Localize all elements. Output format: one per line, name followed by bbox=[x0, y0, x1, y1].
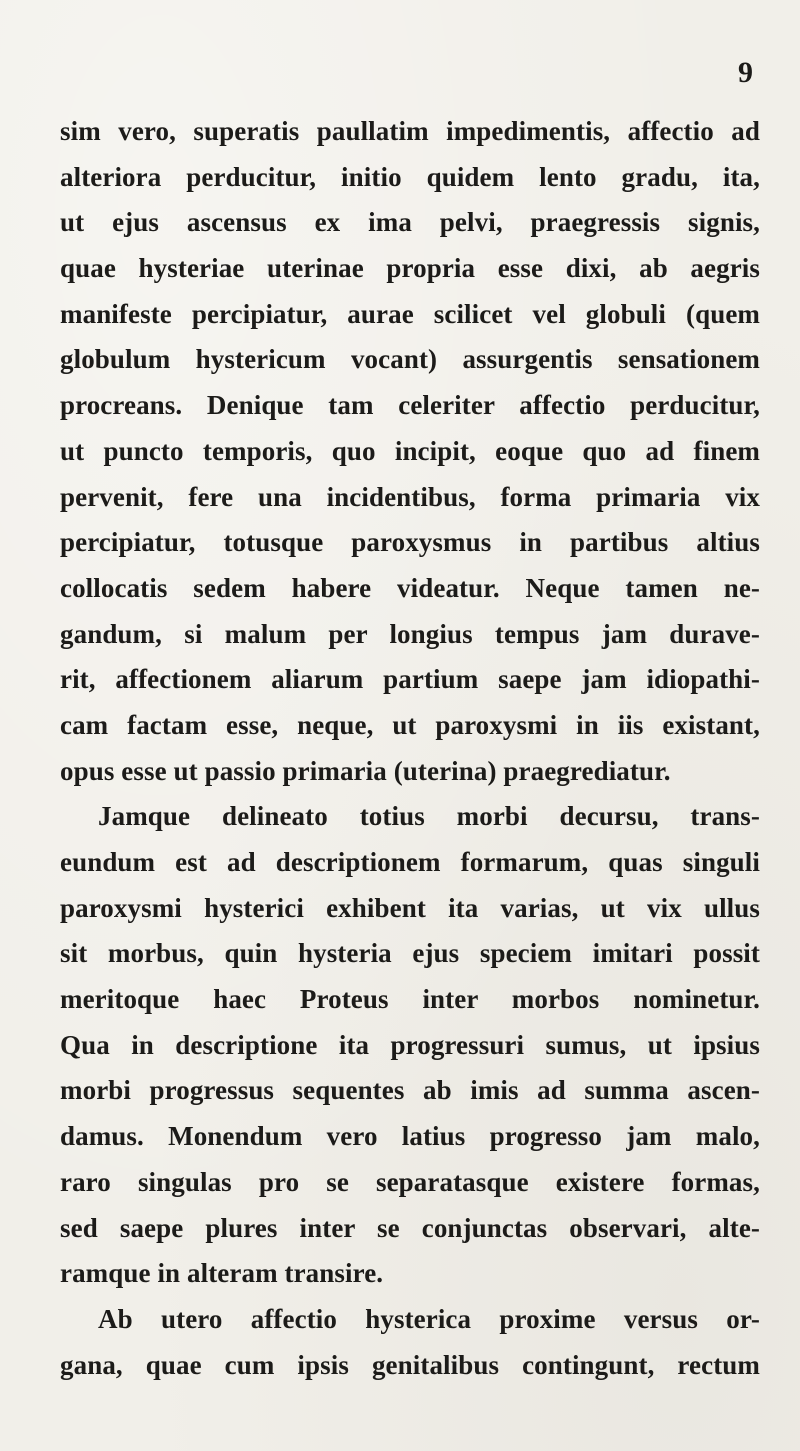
text-line: gana, quae cum ipsis genitalibus contingunt, rectum bbox=[60, 1349, 760, 1380]
text-line: cam factam esse, neque, ut paroxysmi in iis existant, bbox=[60, 709, 760, 740]
text-line: Ab utero affectio hysterica proxime versus or- bbox=[98, 1303, 760, 1334]
page-number: 9 bbox=[738, 56, 753, 89]
text-line: paroxysmi hysterici exhibent ita varias, ut vix ullus bbox=[60, 892, 760, 923]
text-line: gandum, si malum per longius tempus jam durave- bbox=[60, 618, 760, 649]
text-line: sed saepe plures inter se conjunctas observari, alte- bbox=[60, 1212, 760, 1243]
text-line: manifeste percipiatur, aurae scilicet vel globuli (quem bbox=[60, 298, 760, 329]
text-line: morbi progressus sequentes ab imis ad summa ascen- bbox=[60, 1075, 760, 1106]
text-line: rit, affectionem aliarum partium saepe jam idiopathi- bbox=[60, 664, 760, 695]
text-line: ut ejus ascensus ex ima pelvi, praegressis signis, bbox=[60, 207, 760, 238]
text-line: percipiatur, totusque paroxysmus in partibus altius bbox=[60, 527, 760, 558]
text-line: eundum est ad descriptionem formarum, quas singuli bbox=[60, 847, 760, 877]
text-line: collocatis sedem habere videatur. Neque tamen ne- bbox=[60, 572, 760, 603]
text-line: procreans. Denique tam celeriter affectio perducitur, bbox=[60, 390, 760, 421]
text-line: Jamque delineato totius morbi decursu, trans- bbox=[98, 801, 760, 832]
text-line: quae hysteriae uterinae propria esse dixi, ab aegris bbox=[60, 253, 760, 284]
text-line: pervenit, fere una incidentibus, forma primaria vix bbox=[60, 481, 760, 512]
text-line: globulum hystericum vocant) assurgentis sensationem bbox=[60, 344, 760, 375]
text-line: meritoque haec Proteus inter morbos nominetur. bbox=[60, 984, 760, 1015]
text-line: ramque in alteram transire. bbox=[60, 1258, 384, 1289]
text-line: sim vero, superatis paullatim impedimentis, affectio ad bbox=[60, 116, 760, 146]
text-line: alteriora perducitur, initio quidem lento gradu, ita, bbox=[60, 161, 760, 192]
text-line: Qua in descriptione ita progressuri sumus, ut ipsius bbox=[60, 1029, 760, 1060]
text-line: damus. Monendum vero latius progresso jam malo, bbox=[60, 1121, 760, 1152]
text-line: ut puncto temporis, quo incipit, eoque quo ad finem bbox=[60, 435, 760, 466]
text-line: sit morbus, quin hysteria ejus speciem imitari possit bbox=[60, 938, 760, 969]
text-line: opus esse ut passio primaria (uterina) praegrediatur. bbox=[60, 755, 671, 786]
body-text bbox=[60, 109, 760, 1388]
text-line: raro singulas pro se separatasque existere formas, bbox=[60, 1166, 760, 1197]
